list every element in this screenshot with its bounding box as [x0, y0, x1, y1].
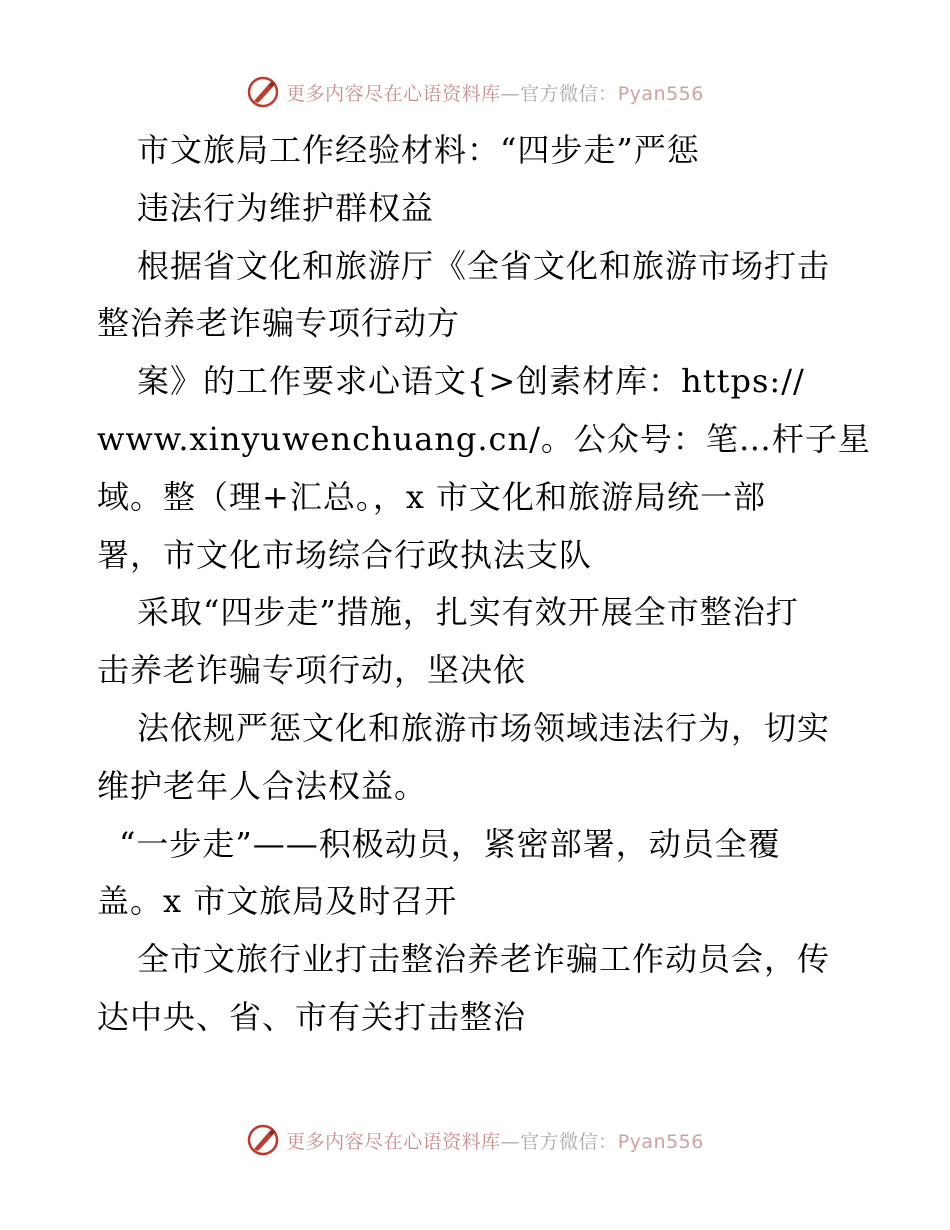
paragraph-line: 采取“四步走”措施，扎实有效开展全市整治打 [137, 593, 799, 632]
document-title-line-1: 市文旅局工作经验材料：“四步走”严惩 [137, 131, 700, 169]
watermark-text: 更多内容尽在心语资料库—官方微信：Pyan556 [286, 82, 704, 105]
paragraph-line: 达中央、省、市有关打击整治 [97, 997, 527, 1036]
header-watermark [0, 70, 950, 114]
paragraph-line: 根据省文化和旅游厅《全省文化和旅游市场打击 [137, 246, 831, 285]
paragraph-line: 整治养老诈骗专项行动方 [97, 304, 461, 343]
paragraph-line: 维护老年人合法权益。 [97, 766, 428, 805]
paragraph-line: 案》的工作要求心语文{>创素材库：https:// [137, 362, 805, 401]
document-body [97, 122, 871, 1047]
pen-logo-icon [246, 1123, 280, 1157]
paragraph-line: “一步走”——积极动员，紧密部署，动员全覆 [119, 824, 781, 863]
paragraph-line: 全市文旅行业打击整治养老诈骗工作动员会，传 [137, 940, 831, 979]
paragraph-line: 署，市文化市场综合行政执法支队 [97, 535, 593, 574]
document-title-line-2: 违法行为维护群权益 [137, 188, 435, 227]
paragraph-line: 域。整（理+汇总。，x 市文化和旅游局统一部 [97, 477, 767, 516]
paragraph-line: 击养老诈骗专项行动，坚决依 [97, 651, 527, 690]
paragraph-line: 法依规严惩文化和旅游市场领域违法行为，切实 [137, 708, 831, 747]
paragraph-line: www.xinyuwenchuang.cn/。公众号：笔…杆子星 [97, 419, 871, 458]
paragraph-line: 盖。x 市文旅局及时召开 [97, 882, 458, 921]
watermark-text: 更多内容尽在心语资料库—官方微信：Pyan556 [286, 1130, 704, 1153]
footer-watermark [0, 1118, 950, 1162]
pen-logo-icon [246, 75, 280, 109]
